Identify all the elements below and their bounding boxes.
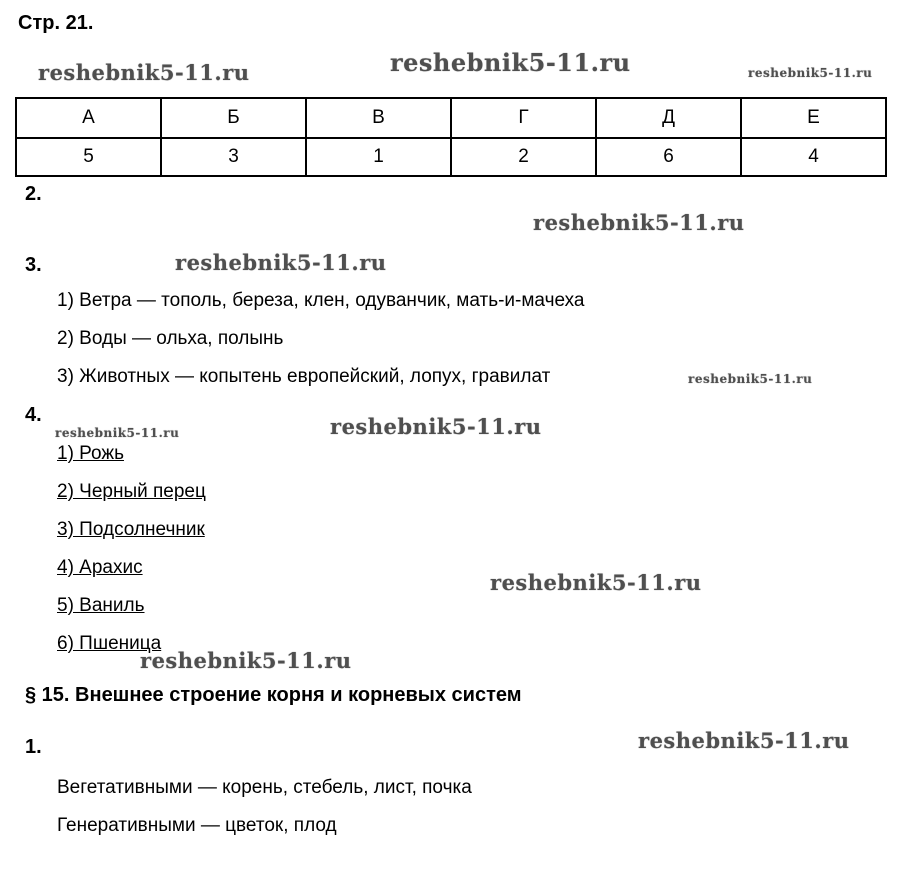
list-item: 5) Ваниль bbox=[57, 595, 145, 616]
answer-line: Вегетативными — корень, стебель, лист, почка bbox=[57, 777, 472, 798]
table-value-cell: 4 bbox=[741, 138, 886, 176]
watermark: reshebnik5-11.ru bbox=[490, 570, 702, 595]
answers-table bbox=[15, 97, 887, 177]
watermark: reshebnik5-11.ru bbox=[390, 48, 631, 77]
list-item: 2) Воды — ольха, полынь bbox=[57, 328, 284, 349]
table-header-cell: Е bbox=[741, 98, 886, 138]
list-item: 6) Пшеница bbox=[57, 633, 162, 654]
list-item: 3) Подсолнечник bbox=[57, 519, 205, 540]
watermark: reshebnik5-11.ru bbox=[55, 426, 180, 440]
list-item: 1) Ветра — тополь, береза, клен, одуванчик, мать-и-мачеха bbox=[57, 290, 585, 311]
list-item: 2) Черный перец bbox=[57, 481, 206, 502]
answer-line: Генеративными — цветок, плод bbox=[57, 815, 337, 836]
table-value-cell: 1 bbox=[306, 138, 451, 176]
list-item: 3) Животных — копытень европейский, лопух, гравилат bbox=[57, 366, 551, 387]
table-value-cell: 6 bbox=[596, 138, 741, 176]
table-value-row bbox=[16, 138, 886, 176]
watermark: reshebnik5-11.ru bbox=[638, 728, 850, 753]
watermark: reshebnik5-11.ru bbox=[748, 66, 873, 80]
list-item: 1) Рожь bbox=[57, 443, 124, 464]
watermark: reshebnik5-11.ru bbox=[38, 60, 250, 85]
watermark: reshebnik5-11.ru bbox=[688, 372, 813, 386]
table-value-cell: 2 bbox=[451, 138, 596, 176]
page-heading: Стр. 21. bbox=[18, 12, 94, 34]
section-2-label: 2. bbox=[25, 183, 42, 205]
watermark: reshebnik5-11.ru bbox=[140, 648, 352, 673]
table-value-cell: 5 bbox=[16, 138, 161, 176]
watermark: reshebnik5-11.ru bbox=[175, 250, 387, 275]
list-item: 4) Арахис bbox=[57, 557, 143, 578]
watermark: reshebnik5-11.ru bbox=[330, 414, 542, 439]
table-header-cell: А bbox=[16, 98, 161, 138]
section-3-label: 3. bbox=[25, 254, 42, 276]
table-header-cell: Г bbox=[451, 98, 596, 138]
paragraph-15-title: § 15. Внешнее строение корня и корневых систем bbox=[25, 684, 522, 706]
watermark: reshebnik5-11.ru bbox=[533, 210, 745, 235]
table-header-cell: В bbox=[306, 98, 451, 138]
table-value-cell: 3 bbox=[161, 138, 306, 176]
table-header-cell: Б bbox=[161, 98, 306, 138]
table-header-row bbox=[16, 98, 886, 138]
section-1-label: 1. bbox=[25, 736, 42, 758]
table-header-cell: Д bbox=[596, 98, 741, 138]
section-4-label: 4. bbox=[25, 404, 42, 426]
